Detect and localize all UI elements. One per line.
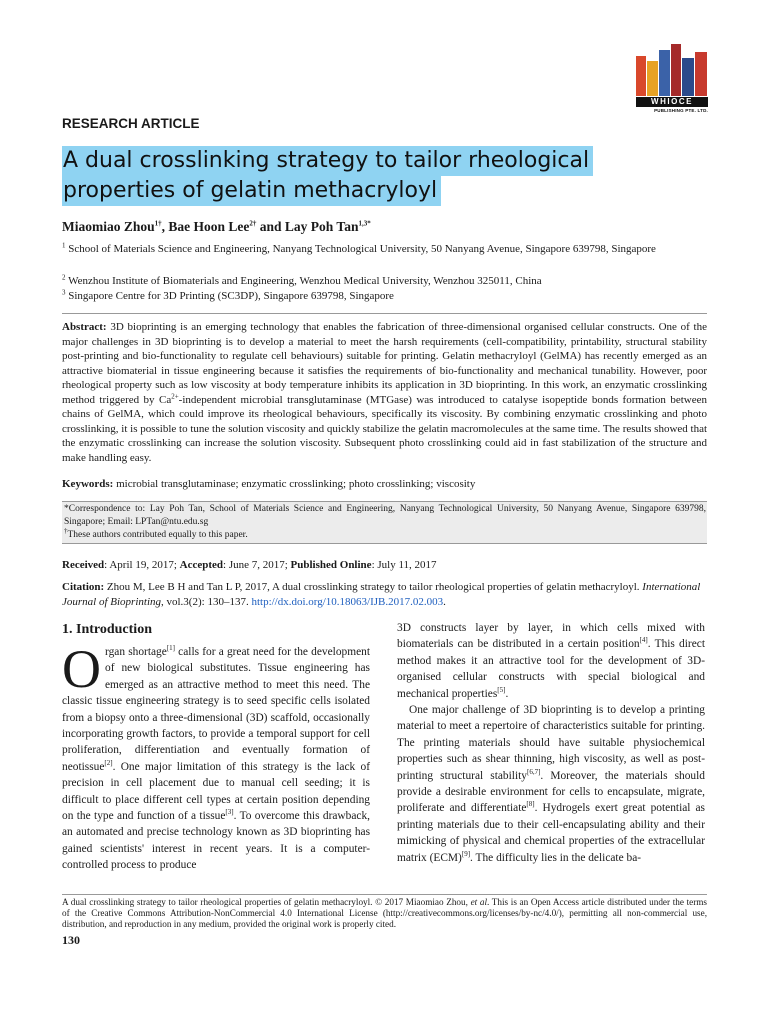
- reference-mark[interactable]: [9]: [461, 849, 471, 858]
- reference-mark[interactable]: [1]: [166, 644, 175, 653]
- citation-end: .: [443, 595, 446, 608]
- reference-mark[interactable]: [3]: [225, 808, 234, 817]
- contribution-note: [64, 526, 248, 542]
- received-label: Received: [62, 559, 105, 571]
- body-text: 3D constructs layer by layer, in which cells mixed with biomaterials can be distributed in a certain position: [397, 622, 705, 651]
- footer-text: A dual crosslinking strategy to tailor rheological properties of gelatin methacryloyl. © 2017 Miaomiao Zhou,: [62, 897, 471, 907]
- section-heading: 1. Introduction: [62, 622, 152, 637]
- published-date: : July 11, 2017: [371, 559, 437, 571]
- body-text: .: [505, 687, 509, 700]
- divider: [62, 543, 707, 544]
- body-text: . The difficulty lies in the delicate ba-: [470, 851, 642, 864]
- footer-etal: et al: [470, 897, 487, 907]
- logo-bar: [659, 50, 670, 96]
- body-text: . This direct method makes it an attractive tool for the development of 3D-organised cellular constructs with special biological and mechanical properties: [397, 638, 705, 700]
- body-text: . One major limitation of this strategy is the lack of precision in cell placement due to manual cell seeding; it is difficult to place different cell types at certain position depending on the type and function of a tissue: [62, 760, 370, 823]
- body-text: rgan shortage: [105, 646, 167, 658]
- keywords: [62, 477, 707, 491]
- affiliation-num: 3: [62, 288, 66, 297]
- correspondence: *Correspondence to: Lay Poh Tan, School of Materials Science and Engineering, Nanyang Technological University, 50 Nanyang Avenue, Singapore 639798, Singapore; Email: LPTan@ntu.edu.sg: [64, 504, 706, 527]
- logo-bar: [695, 52, 707, 96]
- reference-mark[interactable]: [5]: [497, 685, 506, 694]
- abstract-label: Abstract:: [62, 321, 107, 333]
- logo-bar: [647, 61, 658, 96]
- title-line-2: properties of gelatin methacryloyl: [62, 176, 441, 206]
- page-number: 130: [62, 933, 80, 947]
- published-label: Published Online: [290, 559, 372, 571]
- affiliation-text: School of Materials Science and Engineering, Nanyang Technological University, 50 Nanyang Avenue, Singapore 639798, Singapore: [68, 243, 656, 255]
- received-date: : April 19, 2017;: [104, 559, 180, 571]
- logo-subtitle: PUBLISHING PTE. LTD.: [654, 108, 708, 113]
- body-text: . Moreover, the materials should provide a desirable environment for cells to encapsulate, migrate, proliferate and differentiate: [397, 769, 705, 815]
- body-column-right: [397, 620, 705, 866]
- divider: [62, 501, 707, 502]
- paper-title: [62, 146, 622, 206]
- affiliation: [62, 274, 712, 289]
- affiliation-num: 1: [62, 241, 66, 250]
- logo-bar: [671, 44, 681, 96]
- publisher-logo: [636, 44, 708, 118]
- affiliation-num: 2: [62, 273, 66, 282]
- citation-volume: , vol.3(2): 130–137.: [161, 595, 252, 608]
- accepted-label: Accepted: [179, 559, 224, 571]
- body-text: One major challenge of 3D bioprinting is to develop a printing material to meet a repertoire of characteristics suitable for printing. The printing materials should have suitable physiochemical properties such as shear thinning, high viscosity, as well as post-printing structural stability: [397, 704, 705, 782]
- logo-wordmark: WHIOCE: [636, 97, 708, 107]
- reference-mark[interactable]: [4]: [639, 636, 648, 645]
- logo-bar: [682, 58, 694, 96]
- abstract-sup: 2+: [171, 391, 179, 400]
- abstract: [62, 320, 707, 465]
- abstract-text-cont: -independent microbial transglutaminase (MTGase) was introduced to catalyse isopeptide bonds formation between chains of GelMA, which could improve its rheological behaviours, specifically its viscosity. By combining enzymatic crosslinking and photo crosslinking, it is possible to tune the solution viscosity and quickly stabilize the gelatin macromolecules at the same time. The results showed that the enzymatic crosslinking can increase the solution viscosity. Subsequent photo crosslinking could aid in fast stabilization of the structure and make handling easy.: [62, 393, 708, 464]
- logo-books-icon: [636, 44, 708, 96]
- author-name: Lay Poh Tan: [284, 219, 359, 234]
- affiliation: [62, 242, 712, 257]
- author-sup: 1†: [154, 219, 162, 228]
- reference-mark[interactable]: [2]: [104, 759, 113, 768]
- keywords-text: microbial transglutaminase; enzymatic crosslinking; photo crosslinking; viscosity: [116, 478, 476, 490]
- keywords-label: Keywords:: [62, 478, 114, 490]
- affiliation-text: Singapore Centre for 3D Printing (SC3DP), Singapore 639798, Singapore: [68, 290, 394, 302]
- drop-cap: O: [62, 639, 101, 699]
- license-footer: [62, 897, 707, 930]
- author-sup: 1,3*: [358, 219, 371, 228]
- citation-label: Citation:: [62, 581, 105, 593]
- citation: [62, 580, 712, 609]
- body-text: . To overcome this drawback, an automated and precise technology known as 3D bioprinting has gained scientists' interest in recent years. It is a computer-controlled process to produce: [62, 810, 371, 872]
- dates-line: [62, 559, 437, 571]
- body-text: calls for a great need for the development of new biological substitutes. Tissue engineering has emerged as an attractive method to meet this need. The classic tissue engineering strategy is to seed specific cells isolated from a biopsy onto a three-dimensional (3D) scaffold, occasionally incorporating growth factors, to provide a temporal support for cell proliferation, differentiation and eventually formation of neotissue: [62, 646, 370, 773]
- footer-divider: [62, 894, 707, 895]
- body-column-left: [62, 639, 371, 874]
- title-line-1: A dual crosslinking strategy to tailor rheological: [62, 146, 593, 176]
- doi-link[interactable]: http://dx.doi.org/10.18063/IJB.2017.02.003: [251, 595, 444, 608]
- author-sup: 2†: [249, 219, 257, 228]
- citation-journal: International Journal of Bioprinting: [62, 581, 701, 608]
- reference-mark[interactable]: [6,7]: [526, 767, 541, 776]
- author-name: Bae Hoon Lee: [168, 219, 250, 234]
- article-type: RESEARCH ARTICLE: [62, 116, 200, 131]
- author-name: Miaomiao Zhou: [62, 219, 155, 234]
- author-separator: ,: [161, 219, 169, 234]
- dagger-mark: †: [64, 526, 68, 535]
- citation-text: Zhou M, Lee B H and Tan L P, 2017, A dual crosslinking strategy to tailor rheological properties of gelatin methacryloyl.: [106, 581, 640, 593]
- reference-mark[interactable]: [8]: [526, 800, 535, 809]
- contribution-text: These authors contributed equally to this paper.: [67, 530, 248, 540]
- logo-bar: [636, 56, 646, 96]
- author-and: and: [256, 219, 285, 234]
- divider: [62, 313, 707, 314]
- abstract-text: 3D bioprinting is an emerging technology that enables the fabrication of three-dimensional organised cellular constructs. One of the major challenges in 3D bioprinting is to develop a material to meet the harsh requirements (cell-compatibility, printability, structural stability post-printing and bio-functionality to regulate cell behaviours) suitable for printing. Gelatin methacryloyl (GelMA) has recently emerged as an attractive biomaterial in tissue engineering because it satisfies the requirements of bio-functionality and mechanical tunability. However, poor rheological property such as low viscosity at body temperature inhibits its application in 3D bioprinting. In this work, an enzymatic crosslinking method triggered by Ca: [62, 321, 708, 406]
- author-list: [62, 219, 371, 235]
- affiliation: [62, 289, 712, 304]
- body-text: . Hydrogels exert great potential as printing materials due to their cell-encapsulating ability and their mimicking of physical and chemical properties of the extracellular matrix (ECM): [397, 802, 705, 864]
- accepted-date: : June 7, 2017;: [223, 559, 291, 571]
- footer-text-cont: . This is an Open Access article distributed under the terms of the Creative Commons Attribution-NonCommercial 4.0 International License (http://creativecommons.org/licenses/by-nc/4.0/), permitting all non-commercial use, distribution, and reproduction in any medium, provided the original work is properly cited.: [62, 897, 707, 929]
- affiliation-text: Wenzhou Institute of Biomaterials and Engineering, Wenzhou Medical University, Wenzhou 325011, China: [68, 275, 542, 287]
